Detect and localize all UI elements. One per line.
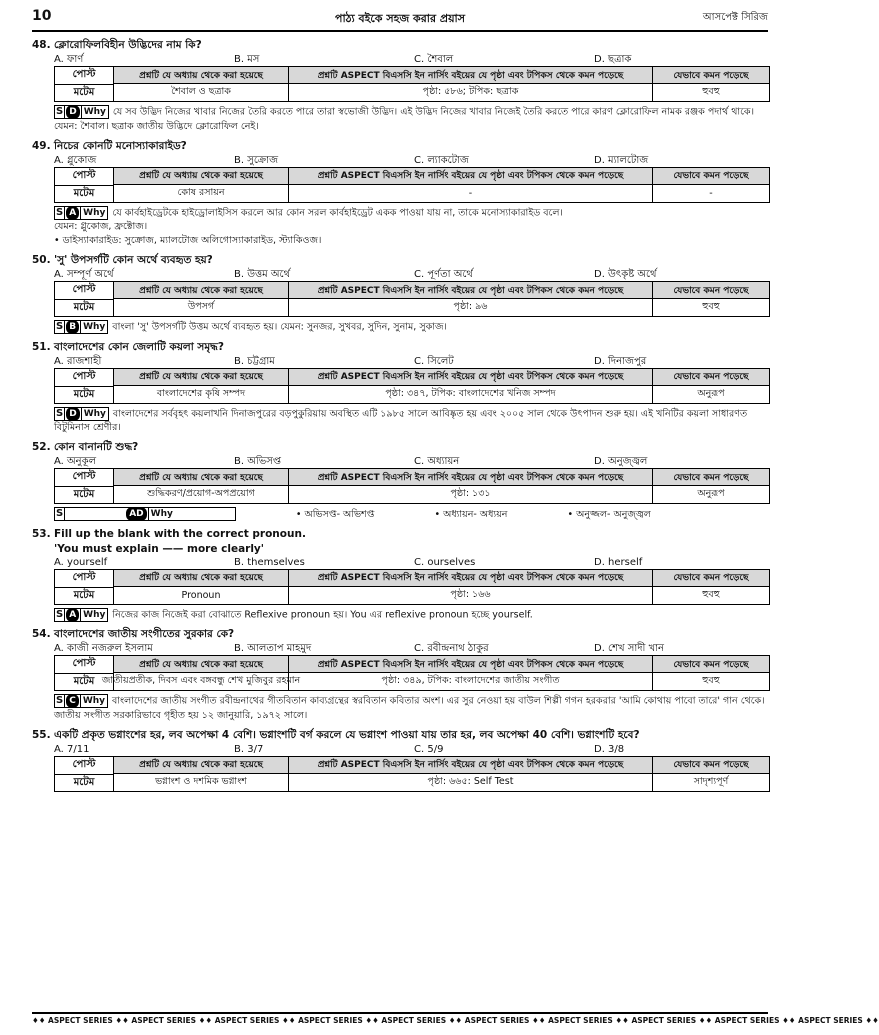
question-block xyxy=(32,728,770,792)
question-text: Fill up the blank with the correct pronoun. xyxy=(54,527,306,540)
question-block xyxy=(32,627,770,723)
badge-why: Why xyxy=(80,206,107,220)
option: D. ছত্রাক xyxy=(594,54,632,65)
header-title: পাঠ্য বইকে সহজ করার প্রয়াস xyxy=(334,12,466,25)
question-number: 54. xyxy=(32,628,51,640)
answer-badge xyxy=(54,507,236,521)
option: A. কাজী নজরুল ইসলাম xyxy=(54,643,153,654)
series-name: আসপেক্ট সিরিজ xyxy=(702,12,768,23)
badge-why: Why xyxy=(80,694,107,708)
explanation xyxy=(54,507,770,522)
table-label xyxy=(55,570,114,604)
spelling-note: • অনুজ্জল- অনুজ্জ্বল xyxy=(567,508,651,520)
common-value: হুবহু xyxy=(702,588,720,600)
table-label xyxy=(55,757,114,791)
chapter-header: প্রশ্নটি যে অধ্যায় থেকে করা হয়েছে xyxy=(114,469,288,486)
options-row xyxy=(32,355,770,368)
badge-s: S xyxy=(56,321,64,332)
question-title xyxy=(32,440,770,455)
option: C. অধ্যায়ন xyxy=(414,456,460,467)
answer-badge xyxy=(54,320,108,334)
page-header-cell: প্রশ্নটি ASPECT বিএসসি ইন নার্সিং বইয়ের যে পৃষ্ঠা এবং টপিকস থেকে কমন পড়েছে xyxy=(289,570,652,587)
source-table xyxy=(54,167,770,203)
page-col xyxy=(289,656,653,690)
option: B. আলতাপ মাহমুদ xyxy=(234,643,312,654)
page-col xyxy=(289,67,653,101)
motem-label: মটেম xyxy=(73,388,95,400)
spelling-note: • অভিসপ্ত- অভিশপ্ত xyxy=(295,508,375,520)
motem-label: মটেম xyxy=(73,302,95,313)
question-text: 'সু' উপসর্গটি কোন অর্থে ব্যবহৃত হয়? xyxy=(54,254,213,266)
question-block xyxy=(32,440,770,522)
badge-why: Why xyxy=(81,105,108,119)
question-title xyxy=(32,728,770,743)
badge-why: Why xyxy=(80,608,107,622)
question-number: 49. xyxy=(32,139,51,152)
explanation-extra: • ডাইস্যাকারাইড: সুক্রোজ, ম্যালটোজ অলিগোস্যাকারাইড, স্ট্যাকিওজ। xyxy=(54,235,322,246)
option: C. শৈবাল xyxy=(414,54,454,65)
table-label xyxy=(55,282,114,316)
explanation-extra: যেমন: গ্লুকোজ, ফ্রক্টোজ। xyxy=(54,221,148,232)
chapter-value: শৈবাল ও ছত্রাক xyxy=(171,86,231,97)
question-block xyxy=(32,139,770,249)
option: C. পূর্ণতা অর্থে xyxy=(414,269,473,280)
option: C. সিলেট xyxy=(414,355,454,367)
table-label xyxy=(55,168,114,202)
question-text: ক্লোরোফিলবিহীন উদ্ভিদের নাম কি? xyxy=(54,39,202,51)
motem-label: মটেম xyxy=(73,87,95,98)
explanation-text: বাংলা 'সু' উপসর্গটি উত্তম অর্থে ব্যবহৃত হয়। যেমন: সুনজর, সুখবর, সুদিন, সুনাম, সুকাজ। xyxy=(112,321,447,333)
options-row xyxy=(32,556,770,569)
common-value: হুবহু xyxy=(702,675,720,686)
option: B. themselves xyxy=(234,556,305,568)
option: A. 7/11 xyxy=(54,743,90,755)
option: C. রবীন্দ্রনাথ ঠাকুর xyxy=(414,643,489,654)
page-value: পৃষ্ঠা: ৩৪৭, টপিক: বাংলাদেশের খনিজ সম্পদ xyxy=(385,387,556,399)
chapter-col xyxy=(114,168,289,202)
chapter-header: প্রশ্নটি যে অধ্যায় থেকে করা হয়েছে xyxy=(114,369,288,386)
common-value: হুবহু xyxy=(702,86,720,97)
chapter-value: Pronoun xyxy=(181,589,221,601)
common-header: যেভাবে কমন পড়েছে xyxy=(653,67,769,84)
question-title xyxy=(32,527,770,542)
option: B. চট্টগ্রাম xyxy=(234,355,275,367)
options-row xyxy=(32,455,770,468)
post-label: পোস্ট xyxy=(55,469,113,487)
page-value: পৃষ্ঠা: ৩৪৯, টপিক: বাংলাদেশের জাতীয় সংগীত xyxy=(381,675,560,686)
source-table xyxy=(54,281,770,317)
page-header-cell: প্রশ্নটি ASPECT বিএসসি ইন নার্সিং বইয়ের যে পৃষ্ঠা এবং টপিকস থেকে কমন পড়েছে xyxy=(289,168,652,185)
option: C. ল্যাকটোজ xyxy=(414,154,469,166)
page-header-cell: প্রশ্নটি ASPECT বিএসসি ইন নার্সিং বইয়ের যে পৃষ্ঠা এবং টপিকস থেকে কমন পড়েছে xyxy=(289,656,652,673)
common-value: সাদৃশ্যপূর্ণ xyxy=(693,775,729,787)
question-title xyxy=(32,139,770,154)
page-header-cell: প্রশ্নটি ASPECT বিএসসি ইন নার্সিং বইয়ের যে পৃষ্ঠা এবং টপিকস থেকে কমন পড়েছে xyxy=(289,282,652,299)
source-table xyxy=(54,756,770,792)
option: D. herself xyxy=(594,556,643,568)
question-text: বাংলাদেশের জাতীয় সংগীতের সুরকার কে? xyxy=(54,628,235,640)
post-label: পোস্ট xyxy=(55,168,113,186)
explanation-text: যে সব উদ্ভিদ নিজের খাবার নিজের তৈরি করতে পারে তারা স্বভোজী উদ্ভিদ। এই উদ্ভিদ নিজের খাবার নিজেই তৈরি করতে পারে কারণ ক্লোরোফিল নামক রঞ্জক পদার্থ থাকে। যেমন: শৈবাল। ছত্রাক জাতীয় উদ্ভিদে ক্লোরোফিল নেই। xyxy=(54,106,754,132)
table-label xyxy=(55,67,114,101)
question-text: একটি প্রকৃত ভগ্নাংশের হর, লব অপেক্ষা 4 বেশি। ভগ্নাংশটি বর্গ করলে যে ভগ্নাংশ পাওয়া যায় তার হর, লব অপেক্ষা 40 বেশি। ভগ্নাংশটি হবে? xyxy=(54,728,640,741)
chapter-col xyxy=(114,469,289,503)
motem-label: মটেম xyxy=(73,676,95,687)
question-number: 52. xyxy=(32,441,51,453)
explanation xyxy=(54,206,770,249)
page-header-cell: প্রশ্নটি ASPECT বিএসসি ইন নার্সিং বইয়ের যে পৃষ্ঠা এবং টপিকস থেকে কমন পড়েছে xyxy=(289,67,652,84)
badge-answer: D xyxy=(66,105,79,119)
question-text: নিচের কোনটি মনোস্যাকারাইড? xyxy=(54,139,187,152)
chapter-value: জাতীয়প্রতীক, দিবস এবং বঙ্গবন্ধু শেখ মুজিবুর রহমান xyxy=(101,675,301,686)
answer-badge xyxy=(54,694,108,708)
explanation xyxy=(54,608,770,623)
option: C. ourselves xyxy=(414,556,476,568)
post-label: পোস্ট xyxy=(55,656,113,674)
option: D. উৎকৃষ্ট অর্থে xyxy=(594,269,657,280)
page-col xyxy=(289,168,653,202)
badge-s: S xyxy=(56,106,64,117)
page-value: পৃষ্ঠা: ১৬৬ xyxy=(450,588,491,600)
badge-answer: A xyxy=(66,206,79,220)
common-col xyxy=(653,757,769,791)
question-title xyxy=(32,340,770,355)
explanation xyxy=(54,694,770,723)
answer-badge xyxy=(54,206,108,220)
chapter-header: প্রশ্নটি যে অধ্যায় থেকে করা হয়েছে xyxy=(114,570,288,587)
common-col xyxy=(653,168,769,202)
chapter-value: ভগ্নাংশ ও দশমিক ভগ্নাংশ xyxy=(155,775,247,787)
question-text: কোন বানানটি শুদ্ধ? xyxy=(54,441,139,453)
motem-label: মটেম xyxy=(73,776,95,788)
explanation xyxy=(54,320,770,335)
page-value: পৃষ্ঠা: ৫৮৬; টপিক: ছত্রাক xyxy=(422,86,519,97)
badge-why: Why xyxy=(80,320,107,334)
source-table xyxy=(54,468,770,504)
page-value: - xyxy=(468,187,473,199)
explanation-text: বাংলাদেশের জাতীয় সংগীত রবীন্দ্রনাথের গীতবিতান কাব্যগ্রন্থের স্বরবিতান কবিতার অংশ। এর সুর নেওয়া হয় বাউল শিল্পী গগন হরকরার 'আমি কোথায় পাবো তারে' গান থেকে। জাতীয় সংগীত সরকারিভাবে গৃহীত হয় ১২ জানুয়ারি, ১৯৭২ সালে। xyxy=(54,695,765,721)
table-label xyxy=(55,469,114,503)
common-value: অনুরূপ xyxy=(697,387,725,399)
page-value: পৃষ্ঠা: ৯৬ xyxy=(453,301,488,312)
common-header: যেভাবে কমন পড়েছে xyxy=(653,570,769,587)
options-row xyxy=(32,642,770,655)
question-number: 51. xyxy=(32,340,51,353)
page-col xyxy=(289,282,653,316)
question-title xyxy=(32,627,770,642)
option: A. ফার্ণ xyxy=(54,54,84,65)
option: D. অনুজ্জ্বল xyxy=(594,456,648,467)
question-block xyxy=(32,527,770,623)
motem-label: মটেম xyxy=(73,187,95,199)
badge-s: S xyxy=(56,407,64,419)
post-label: পোস্ট xyxy=(55,369,113,387)
badge-s: S xyxy=(56,695,64,706)
option: A. অনুকূল xyxy=(54,456,97,467)
common-value: হুবহু xyxy=(702,301,720,312)
chapter-col xyxy=(114,369,289,403)
motem-label: মটেম xyxy=(73,589,95,601)
source-table xyxy=(54,569,770,605)
question-block xyxy=(32,253,770,335)
chapter-value: বাংলাদেশের কৃষি সম্পদ xyxy=(156,387,246,399)
explanation xyxy=(54,105,770,134)
options-row xyxy=(32,53,770,66)
chapter-value: উপসর্গ xyxy=(187,301,215,312)
option: D. ম্যালটোজ xyxy=(594,154,649,166)
question-number: 48. xyxy=(32,39,51,51)
explanation xyxy=(54,407,770,436)
question-list xyxy=(32,38,770,797)
post-label: পোস্ট xyxy=(55,757,113,775)
source-table xyxy=(54,655,770,691)
option: B. 3/7 xyxy=(234,743,264,755)
badge-answer: B xyxy=(66,320,79,334)
chapter-col xyxy=(114,282,289,316)
post-label: পোস্ট xyxy=(55,570,113,588)
page-col xyxy=(289,757,653,791)
common-value: - xyxy=(709,187,713,199)
motem-label: মটেম xyxy=(73,489,95,500)
source-table xyxy=(54,368,770,404)
common-header: যেভাবে কমন পড়েছে xyxy=(653,656,769,673)
chapter-header: প্রশ্নটি যে অধ্যায় থেকে করা হয়েছে xyxy=(114,168,288,185)
option: B. অভিসপ্ত xyxy=(234,456,282,467)
common-col xyxy=(653,369,769,403)
page-number: 10 xyxy=(32,8,52,24)
chapter-header: প্রশ্নটি যে অধ্যায় থেকে করা হয়েছে xyxy=(114,67,288,84)
common-col xyxy=(653,570,769,604)
option: B. মস xyxy=(234,54,260,65)
chapter-col xyxy=(114,757,289,791)
question-title xyxy=(32,38,770,53)
badge-s: S xyxy=(56,508,64,519)
option: D. শেখ সাদী খান xyxy=(594,643,665,654)
badge-why: Why xyxy=(148,507,175,521)
option: B. উত্তম অর্থে xyxy=(234,269,291,280)
badge-answer: D xyxy=(66,407,79,421)
common-col xyxy=(653,656,769,690)
chapter-header: প্রশ্নটি যে অধ্যায় থেকে করা হয়েছে xyxy=(114,656,288,673)
page-header-cell: প্রশ্নটি ASPECT বিএসসি ইন নার্সিং বইয়ের যে পৃষ্ঠা এবং টপিকস থেকে কমন পড়েছে xyxy=(289,469,652,486)
question-number: 55. xyxy=(32,728,51,741)
option: D. দিনাজপুর xyxy=(594,355,647,367)
common-header: যেভাবে কমন পড়েছে xyxy=(653,369,769,386)
table-label xyxy=(55,369,114,403)
badge-answer: C xyxy=(66,694,79,708)
badge-why: Why xyxy=(81,407,108,421)
page-value: পৃষ্ঠা: ৬৬৫: Self Test xyxy=(427,775,514,787)
explanation-text: যে কার্বহাইড্রেটকে হাইড্রোলাইসিস করলে আর কোন সরল কার্বহাইড্রেট একক পাওয়া যায় না, তাকে মনোস্যাকারাইড বলে। xyxy=(112,207,563,218)
option: A. yourself xyxy=(54,556,108,568)
common-header: যেভাবে কমন পড়েছে xyxy=(653,168,769,185)
page-header-cell: প্রশ্নটি ASPECT বিএসসি ইন নার্সিং বইয়ের যে পৃষ্ঠা এবং টপিকস থেকে কমন পড়েছে xyxy=(289,369,652,386)
question-number: 50. xyxy=(32,254,51,266)
explanation-text: নিজের কাজ নিজেই করা বোঝাতে Reflexive pronoun হয়। You এর reflexive pronoun হচ্ছে yourself. xyxy=(112,609,533,620)
common-value: অনুরূপ xyxy=(697,488,725,499)
spelling-note: • অধ্যায়ন- অধ্যয়ন xyxy=(434,508,508,520)
answer-badge xyxy=(54,105,109,119)
chapter-value: কোষ রসায়ন xyxy=(177,186,225,198)
option: A. সম্পূর্ণ অর্থে xyxy=(54,269,114,280)
page-value: পৃষ্ঠা: ১৩১ xyxy=(450,488,491,499)
page-header xyxy=(32,8,768,32)
answer-badge xyxy=(54,407,109,421)
options-row xyxy=(32,743,770,756)
question-block xyxy=(32,340,770,436)
question-block xyxy=(32,38,770,134)
source-table xyxy=(54,66,770,102)
question-subtext: 'You must explain —— more clearly' xyxy=(54,542,264,555)
badge-answer: A xyxy=(66,608,79,622)
post-label: পোস্ট xyxy=(55,282,113,300)
common-header: যেভাবে কমন পড়েছে xyxy=(653,757,769,774)
option: D. 3/8 xyxy=(594,743,625,755)
options-row xyxy=(32,268,770,281)
option: A. রাজশাহী xyxy=(54,355,102,367)
common-col xyxy=(653,67,769,101)
badge-s: S xyxy=(56,608,64,620)
page-header-cell: প্রশ্নটি ASPECT বিএসসি ইন নার্সিং বইয়ের যে পৃষ্ঠা এবং টপিকস থেকে কমন পড়েছে xyxy=(289,757,652,774)
question-title xyxy=(32,253,770,268)
option: B. সুক্রোজ xyxy=(234,154,279,166)
option: A. গ্লুকোজ xyxy=(54,154,97,166)
chapter-col xyxy=(101,656,301,690)
common-col xyxy=(653,282,769,316)
chapter-col xyxy=(114,570,289,604)
page-col xyxy=(289,469,653,503)
option: C. 5/9 xyxy=(414,743,444,755)
page-footer: ♦♦ ASPECT SERIES ♦♦ ASPECT SERIES ♦♦ ASPECT SERIES ♦♦ ASPECT SERIES ♦♦ ASPECT SERIES ♦♦ ASPECT SERIES ♦♦ ASPECT SERIES ♦♦ ASPECT SERIES ♦♦ ASPECT SERIES ♦♦ ASPECT SERIES ♦♦ xyxy=(32,1012,768,1030)
post-label: পোস্ট xyxy=(55,67,113,85)
chapter-col xyxy=(114,67,289,101)
chapter-header: প্রশ্নটি যে অধ্যায় থেকে করা হয়েছে xyxy=(114,757,288,774)
options-row xyxy=(32,154,770,167)
badge-answer: AD xyxy=(126,507,146,521)
common-header: যেভাবে কমন পড়েছে xyxy=(653,469,769,486)
chapter-header: প্রশ্নটি যে অধ্যায় থেকে করা হয়েছে xyxy=(114,282,288,299)
page-col xyxy=(289,570,653,604)
explanation-text: বাংলাদেশের সর্ববৃহৎ কয়লাখনি দিনাজপুরের বড়পুকুরিয়ায় অবস্থিত এটি ১৯৮৫ সালে আবিষ্কৃত হয় এবং ২০০৫ সাল থেকে উৎপাদন শুরু হয়। এই খনিটির কয়লা সাধারণত বিটুমিনাস শ্রেণীর। xyxy=(54,408,748,433)
common-header: যেভাবে কমন পড়েছে xyxy=(653,282,769,299)
chapter-value: শুদ্ধিকরণ/প্রয়োগ-অপপ্রয়োগ xyxy=(147,488,255,499)
page-col xyxy=(289,369,653,403)
answer-badge xyxy=(54,608,108,622)
badge-s: S xyxy=(56,206,64,218)
common-col xyxy=(653,469,769,503)
question-number: 53. xyxy=(32,527,51,540)
question-text: বাংলাদেশের কোন জেলাটি কয়লা সমৃদ্ধ? xyxy=(54,340,224,353)
